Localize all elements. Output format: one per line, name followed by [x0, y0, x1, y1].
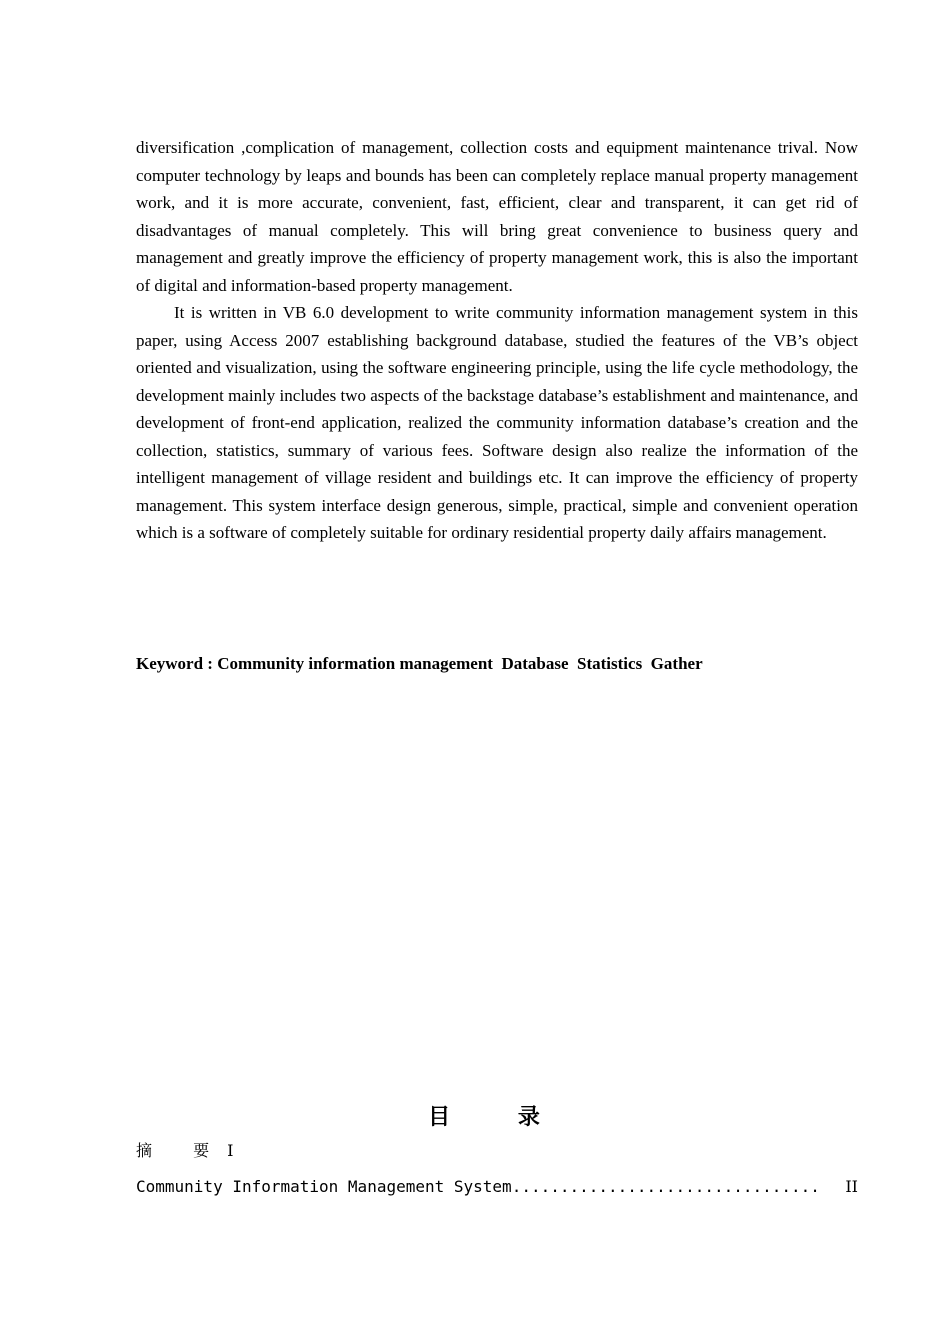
toc-entry-label: 摘 要	[136, 1141, 228, 1160]
abstract-paragraph-1: diversification ,complication of management, collection costs and equipment maintenance trival. Now computer technology by leaps and bounds has been can completely replace manual property management work, and it is more accurate, convenient, fast, efficient, clear and transparent, it can get rid of disadvantages of manual completely. This will bring great convenience to business query and management and greatly improve the efficiency of property management work, this is also the important of digital and information-based property management.	[136, 138, 858, 295]
toc-entry-english-title[interactable]	[136, 1175, 858, 1199]
keyword-line: Keyword : Community information management Database Statistics Gather	[136, 654, 703, 673]
toc-entry-abstract[interactable]	[136, 1139, 858, 1163]
toc-entry-page: I	[227, 1141, 234, 1160]
abstract-body	[136, 134, 858, 547]
toc-leader-dots: ................................	[511, 1177, 820, 1196]
abstract-paragraph-2: It is written in VB 6.0 development to write community information management system in this paper, using Access 2007 establishing background database, studied the features of the VB’s object oriented and visualization, using the software engineering principle, using the life cycle methodology, the development mainly includes two aspects of the backstage database’s establishment and maintenance, and development of front-end application, realized the community information database’s creation and the collection, statistics, summary of various fees. Software design also realize the information of the intelligent management of village resident and buildings etc. It can improve the efficiency of property management. This system interface design generous, simple, practical, simple and convenient operation which is a software of completely suitable for ordinary residential property daily affairs management.	[136, 303, 858, 542]
toc-title: 目 录	[428, 1105, 570, 1130]
toc-entry-page: II	[845, 1177, 858, 1196]
toc-entry-label: Community Information Management System	[136, 1177, 512, 1196]
